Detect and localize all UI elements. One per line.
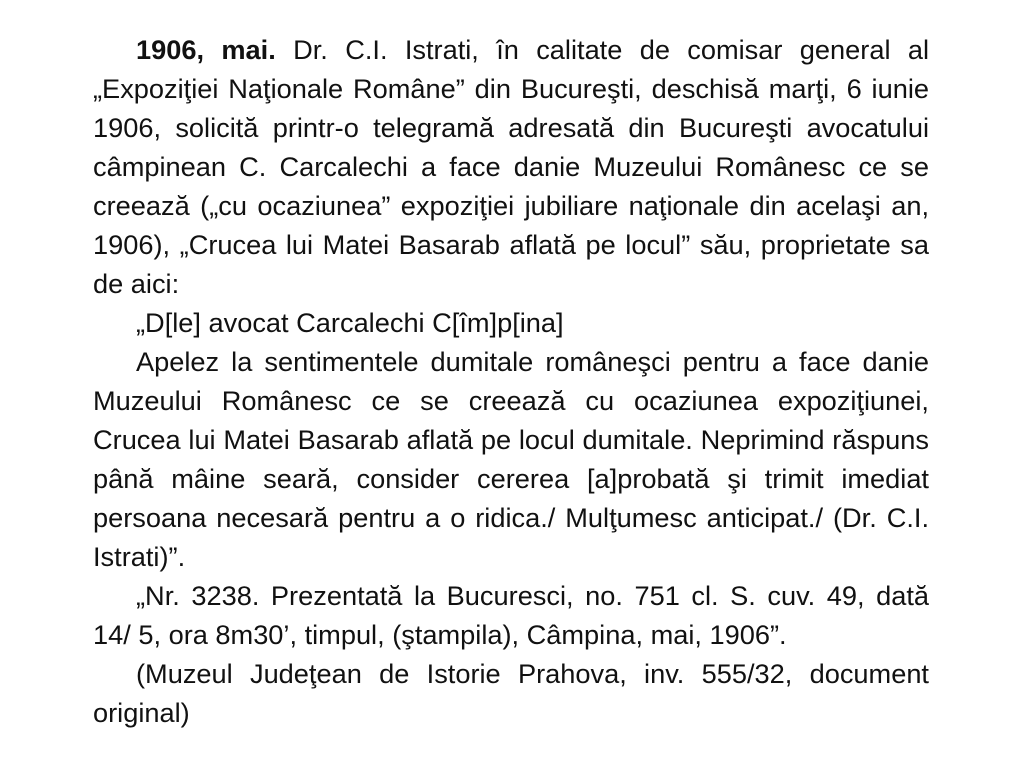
paragraph-source: (Muzeul Judeţean de Istorie Prahova, inv. 555/32, document original) (93, 658, 929, 728)
paragraph-intro (93, 30, 929, 303)
paragraph-salutation: „D[le] avocat Carcalechi C[îm]p[ina] (136, 307, 564, 338)
paragraph-telegram-body: Apelez la sentimentele dumitale româneşci pentru a face danie Muzeului Românesc ce se creează cu ocaziunea expoziţiunei, Crucea lui Matei Basarab aflată pe locul dumitale. Neprimind răspuns până mâine seară, consider cererea [a]probată şi trimit imediat persoana necesară pentru a o ridica./ Mulţumesc anticipat./ (Dr. C.I. Istrati)”. (93, 346, 929, 572)
intro-text: Dr. C.I. Istrati, în calitate de comisar general al „Expoziţiei Naţionale Române” din Bucureşti, deschisă marţi, 6 iunie 1906, solicită printr-o telegramă adresată din Bucureşti avocatului câmpinean C. Carcalechi a face danie Muzeului Românesc ce se creează („cu ocaziunea” expoziţiei jubiliare naţionale din acelaşi an, 1906), „Crucea lui Matei Basarab aflată pe locul” său, proprietate sa de aici: (93, 34, 929, 299)
date-heading: 1906, mai. (136, 34, 276, 65)
paragraph-registration: „Nr. 3238. Prezentată la Bucuresci, no. 751 cl. S. cuv. 49, dată 14/ 5, ora 8m30’, timpul, (ştampila), Câmpina, mai, 1906”. (93, 580, 929, 650)
document-body (93, 30, 929, 732)
